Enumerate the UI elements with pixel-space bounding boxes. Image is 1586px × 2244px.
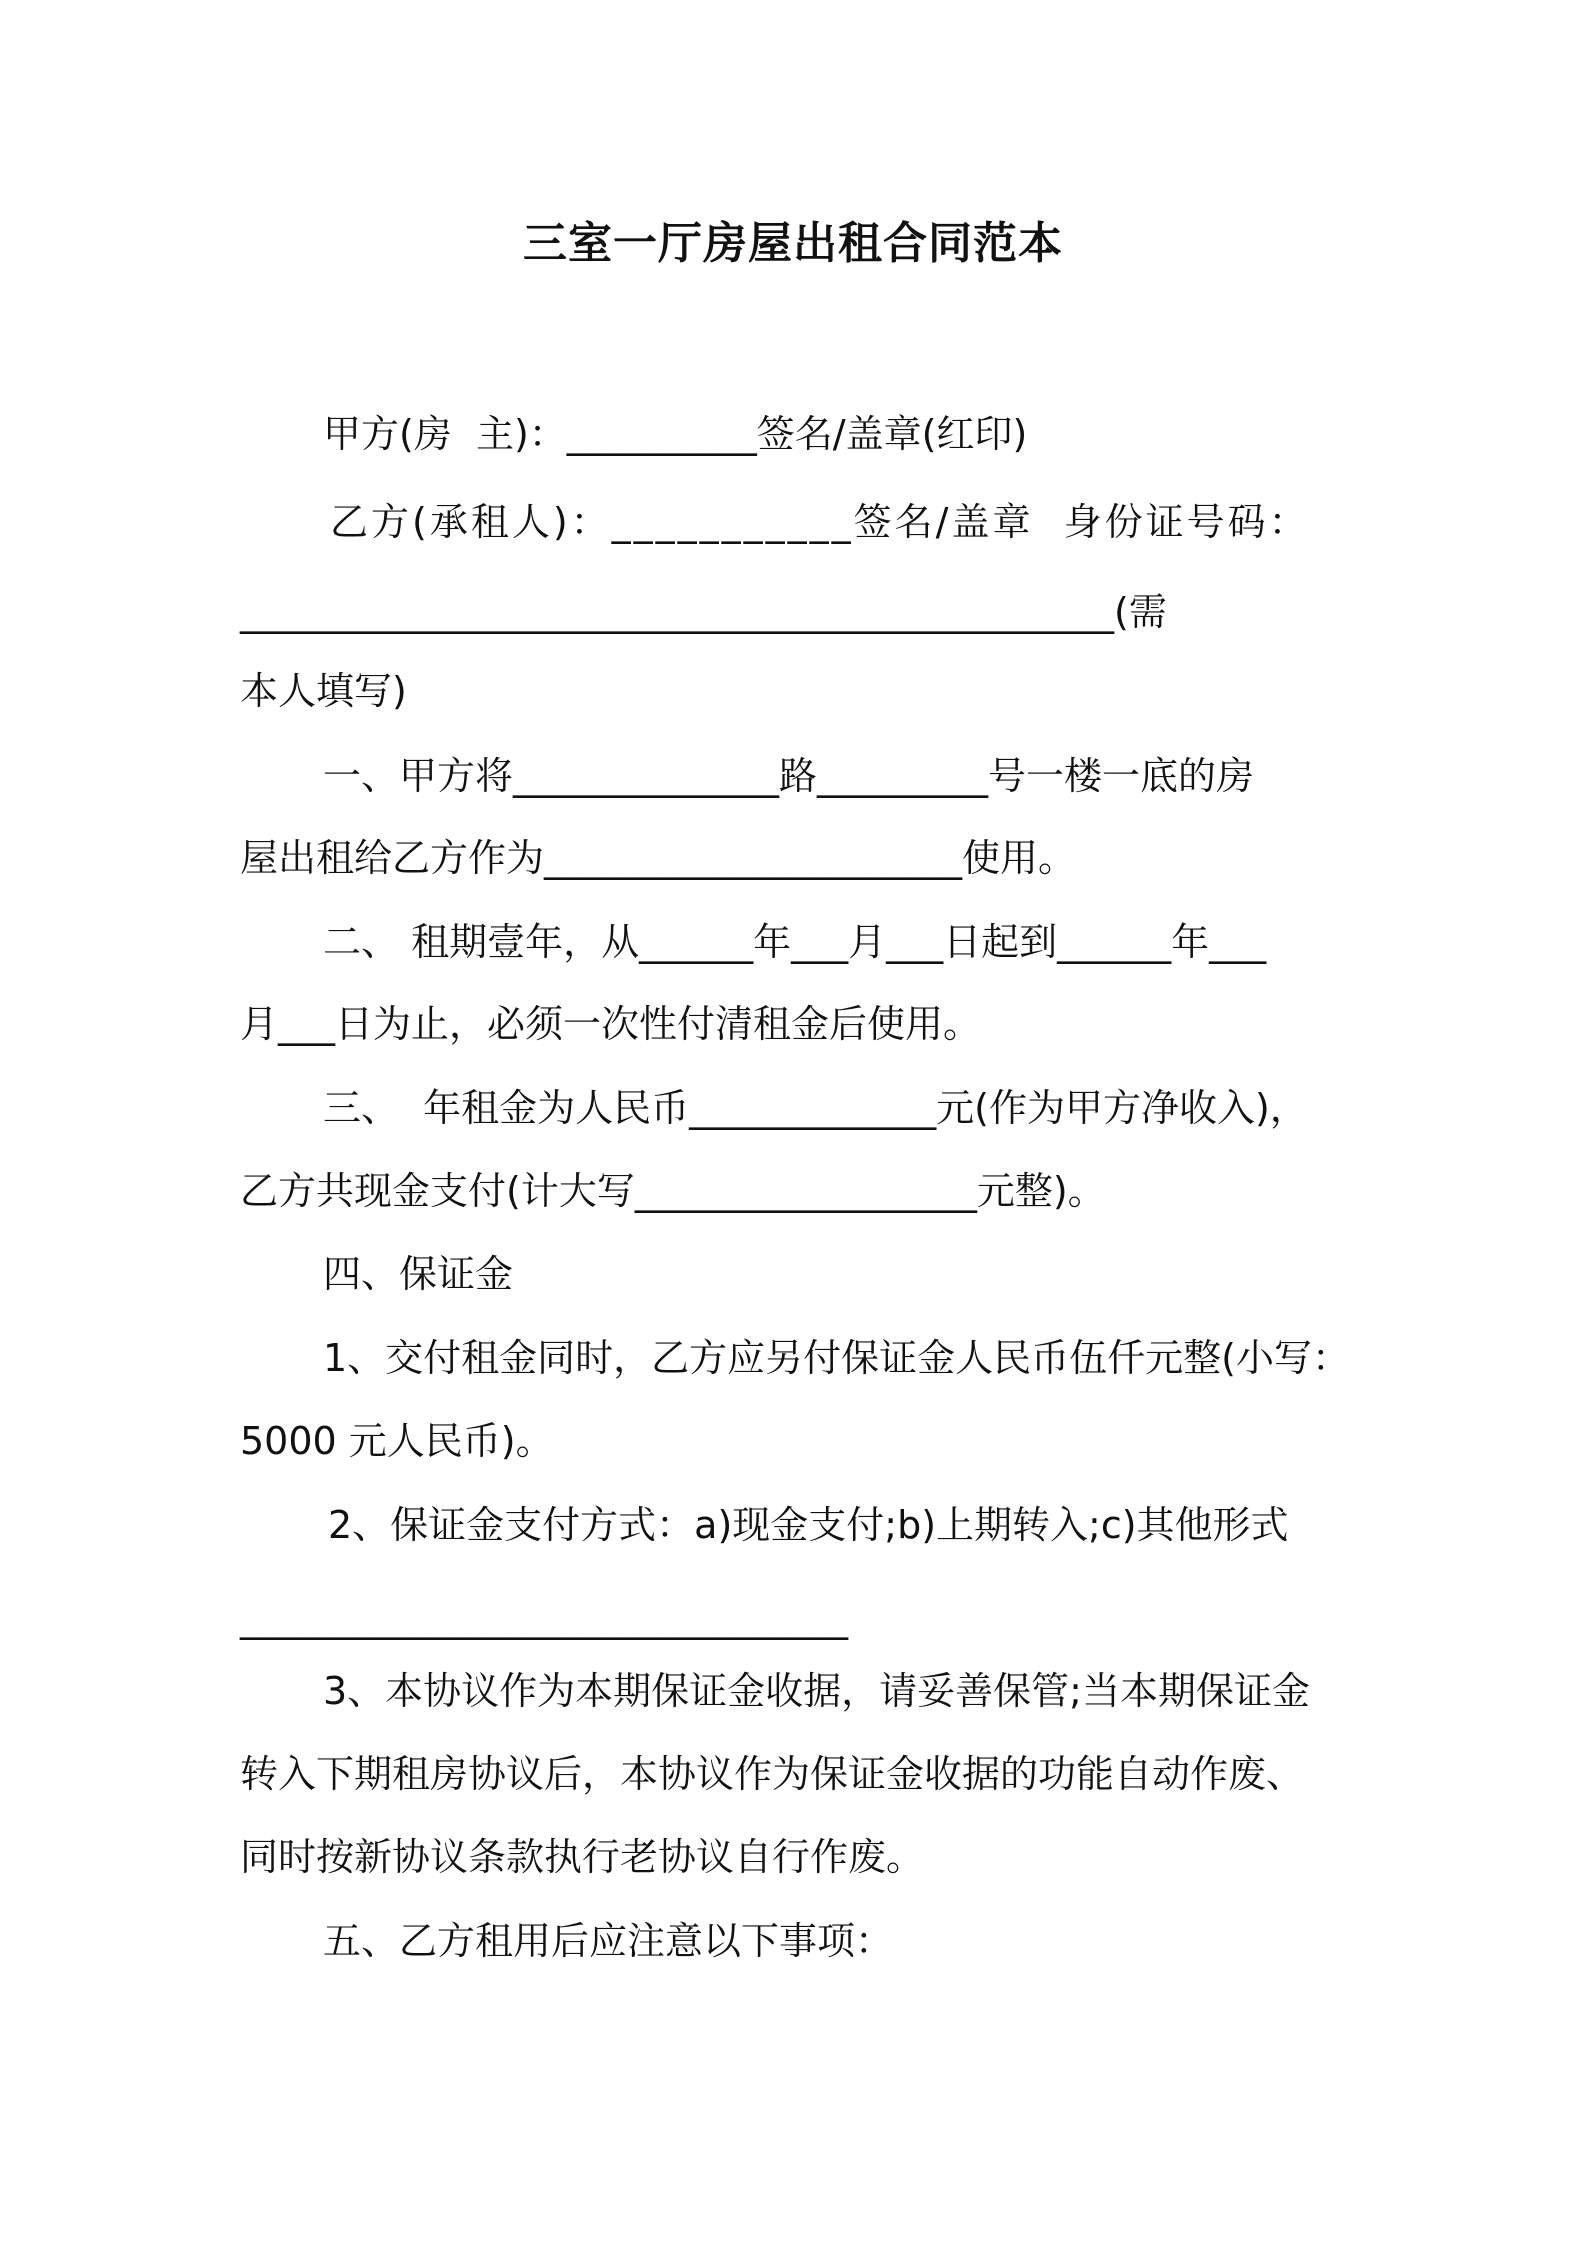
clause-5-heading: 五、乙方租用后应注意以下事项： [323,1919,894,1963]
clause-2-line-2: 月___日为止，必须一次性付清租金后使用。 [240,1002,982,1046]
deposit-item-1-line-2: 5000 元人民币)。 [240,1419,554,1463]
party-b-line: 乙方(承租人)：___________签名/盖章 身份证号码： [330,500,1310,544]
clause-1-line-2: 屋出租给乙方作为______________________使用。 [240,836,1077,880]
deposit-item-3-line-3: 同时按新协议条款执行老协议自行作废。 [240,1835,925,1879]
document-title: 三室一厅房屋出租合同范本 [523,218,1063,269]
deposit-item-3-line-2: 转入下期租房协议后，本协议作为保证金收据的功能自动作废、 [240,1752,1305,1796]
party-a-line: 甲方(房 主)：__________签名/盖章(红印) [323,412,1028,456]
id-number-note: 本人填写) [240,669,407,713]
deposit-item-1-line-1: 1、交付租金同时，乙方应另付保证金人民币伍仟元整(小写： [323,1336,1351,1380]
id-number-line: ______________________________________________(需 [240,590,1167,634]
deposit-item-3-line-1: 3、本协议作为本期保证金收据，请妥善保管;当本期保证金 [323,1669,1310,1713]
deposit-item-2-blank: ________________________________ [240,1596,848,1640]
clause-3-line-1: 三、 年租金为人民币_____________元(作为甲方净收入)， [323,1086,1308,1130]
clause-4-heading: 四、保证金 [323,1252,514,1296]
clause-3-line-2: 乙方共现金支付(计大写__________________元整)。 [240,1169,1106,1213]
clause-1-line-1: 一、甲方将______________路_________号一楼一底的房 [323,754,1255,798]
clause-2-line-1: 二、 租期壹年，从______年___月___日起到______年___ [323,920,1267,964]
deposit-item-2-line-1: 2、保证金支付方式：a)现金支付;b)上期转入;c)其他形式 [328,1503,1289,1547]
